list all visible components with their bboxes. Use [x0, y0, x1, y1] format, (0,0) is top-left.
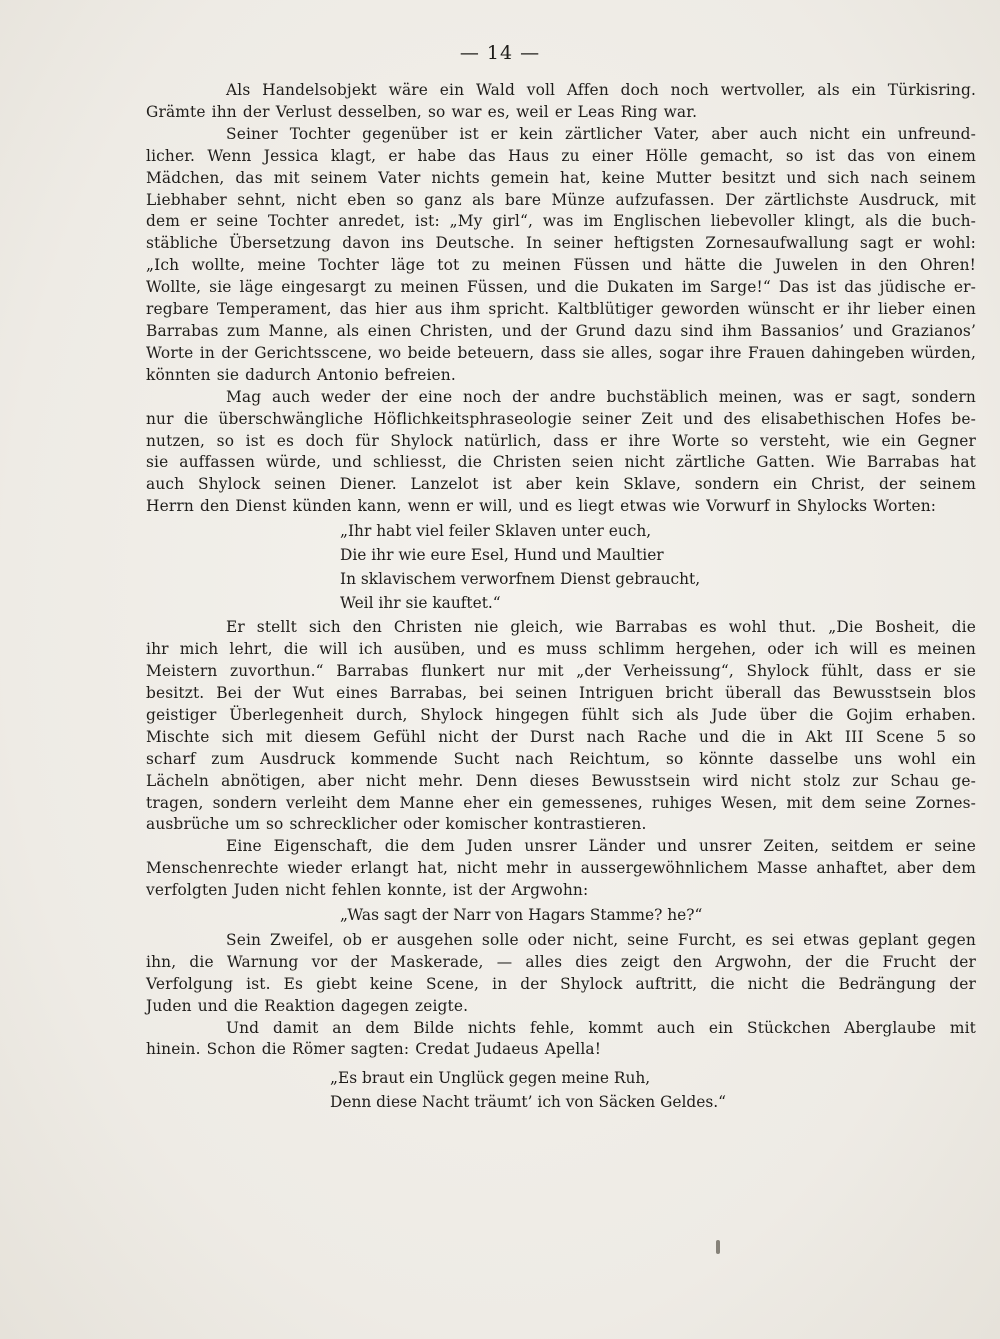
- text-line: verfolgten Juden nicht fehlen konnte, ist der Argwohn:: [146, 881, 589, 900]
- page-number: — 14 —: [459, 42, 541, 64]
- text-line: geistiger Überlegenheit durch, Shylock hingegen fühlt sich als Jude über die Gojim erhaben.: [146, 705, 976, 724]
- text-line: Wollte, sie läge eingesargt zu meinen Füssen, und die Dukaten im Sarge!“ Das ist das jüdische er-: [146, 278, 976, 297]
- verse-line: Die ihr wie eure Esel, Hund und Maultier: [340, 545, 664, 564]
- text-line: dem er seine Tochter anredet, ist: „My girl“, was im Englischen liebevoller klingt, als die buch-: [146, 212, 976, 231]
- text-line: Barrabas zum Manne, als einen Christen, und der Grund dazu sind ihm Bassanios’ und Grazianos’: [146, 321, 976, 340]
- paragraph: [146, 617, 976, 836]
- ink-blot: [716, 1240, 720, 1254]
- text-line: Menschenrechte wieder erlangt hat, nicht mehr in aussergewöhnlichem Masse anhaftet, aber dem: [146, 859, 976, 878]
- text-line: Verfolgung ist. Es giebt keine Scene, in der Shylock auftritt, die nicht die Bedrängung der: [146, 974, 976, 993]
- text-line: regbare Temperament, das hier aus ihm spricht. Kaltblütiger geworden wünscht er ihr lieber einen: [146, 300, 976, 319]
- text-line: könnten sie dadurch Antonio befreien.: [146, 365, 456, 384]
- text-line: stäbliche Übersetzung davon ins Deutsche. In seiner heftigsten Zornesaufwallung sagt er wohl:: [146, 234, 976, 253]
- text-line: scharf zum Ausdruck kommende Sucht nach Reichtum, so könnte dasselbe uns wohl ein: [146, 749, 976, 768]
- text-column: [146, 80, 976, 1119]
- text-line: Mischte sich mit diesem Gefühl nicht der Durst nach Rache und die in Akt III Scene 5 so: [146, 727, 976, 746]
- verse-quote: [146, 520, 976, 615]
- text-line: Als Handelsobjekt wäre ein Wald voll Affen doch noch wertvoller, als ein Türkisring.: [226, 81, 976, 99]
- text-line: ihr mich lehrt, die will ich ausüben, und es muss schlimm hergehen, oder ich will es meinen: [146, 640, 976, 659]
- text-line: ihn, die Warnung vor der Maskerade, — alles dies zeigt den Argwohn, der die Frucht der: [146, 952, 976, 971]
- text-line: besitzt. Bei der Wut eines Barrabas, bei seinen Intriguen bricht überall das Bewusstsein blos: [146, 684, 976, 703]
- text-line: Sein Zweifel, ob er ausgehen solle oder nicht, seine Furcht, es sei etwas geplant gegen: [226, 930, 976, 949]
- paragraph: [146, 836, 976, 902]
- text-line: nur die überschwängliche Höflichkeitsphraseologie seiner Zeit und des elisabethischen Hofes be-: [146, 409, 976, 428]
- text-line: sie auffassen würde, und schliesst, die Christen seien nicht zärtliche Gatten. Wie Barrabas hat: [146, 453, 976, 472]
- verse-quote: [146, 904, 976, 928]
- verse-line: Denn diese Nacht träumt’ ich von Säcken Geldes.“: [330, 1093, 727, 1112]
- paragraph: [146, 80, 976, 124]
- paragraph: [146, 387, 976, 518]
- text-line: nutzen, so ist es doch für Shylock natürlich, dass er ihre Worte so versteht, wie ein Gegner: [146, 431, 976, 450]
- text-line: Liebhaber sehnt, nicht eben so ganz als bare Münze aufzufassen. Der zärtlichste Ausdruck, mit: [146, 190, 976, 209]
- text-line: Eine Eigenschaft, die dem Juden unsrer Länder und unsrer Zeiten, seitdem er seine: [226, 837, 976, 856]
- verse-line: „Ihr habt viel feiler Sklaven unter euch,: [340, 522, 652, 541]
- paragraph: [146, 930, 976, 1018]
- paragraph: [146, 124, 976, 387]
- text-line: ausbrüche um so schrecklicher oder komischer kontrastieren.: [146, 815, 647, 834]
- verse-line: Weil ihr sie kauftet.“: [340, 593, 501, 612]
- text-line: Juden und die Reaktion dagegen zeigte.: [146, 996, 469, 1015]
- text-line: Worte in der Gerichtsscene, wo beide beteuern, dass sie alles, sogar ihre Frauen dahingeben würden,: [146, 343, 976, 362]
- text-line: Und damit an dem Bilde nichts fehle, kommt auch ein Stückchen Aberglaube mit: [226, 1018, 976, 1037]
- paragraph: [146, 1018, 976, 1062]
- text-line: Lächeln abnötigen, aber nicht mehr. Denn dieses Bewusstsein wird nicht stolz zur Schau ge-: [146, 771, 976, 790]
- text-line: Mag auch weder der eine noch der andre buchstäblich meinen, was er sagt, sondern: [226, 387, 976, 406]
- text-line: „Ich wollte, meine Tochter läge tot zu meinen Füssen und hätte die Juwelen in den Ohren!: [146, 256, 976, 275]
- text-line: Seiner Tochter gegenüber ist er kein zärtlicher Vater, aber auch nicht ein unfreund-: [226, 124, 976, 143]
- text-line: licher. Wenn Jessica klagt, er habe das Haus zu einer Hölle gemacht, so ist das von einem: [146, 146, 976, 165]
- text-line: Mädchen, das mit seinem Vater nichts gemein hat, keine Mutter besitzt und sich nach seinem: [146, 168, 976, 187]
- text-line: hinein. Schon die Römer sagten: Credat Judaeus Apella!: [146, 1040, 602, 1059]
- verse-line: In sklavischem verworfnem Dienst gebraucht,: [340, 569, 701, 588]
- text-line: Grämte ihn der Verlust desselben, so war es, weil er Leas Ring war.: [146, 102, 698, 121]
- text-line: Meistern zuvorthun.“ Barrabas flunkert nur mit „der Verheissung“, Shylock fühlt, dass er sie: [146, 662, 976, 681]
- text-line: Herrn den Dienst künden kann, wenn er will, und es liegt etwas wie Vorwurf in Shylocks Worten:: [146, 497, 937, 516]
- verse-quote: [146, 1067, 976, 1115]
- text-line: Er stellt sich den Christen nie gleich, wie Barrabas es wohl thut. „Die Bosheit, die: [226, 618, 976, 637]
- text-line: auch Shylock seinen Diener. Lanzelot ist aber kein Sklave, sondern ein Christ, der seinem: [146, 475, 976, 494]
- verse-line: „Was sagt der Narr von Hagars Stamme? he?“: [340, 906, 703, 925]
- verse-line: „Es braut ein Unglück gegen meine Ruh,: [330, 1069, 651, 1088]
- text-line: tragen, sondern verleiht dem Manne eher ein gemessenes, ruhiges Wesen, mit dem seine Zornes-: [146, 793, 976, 812]
